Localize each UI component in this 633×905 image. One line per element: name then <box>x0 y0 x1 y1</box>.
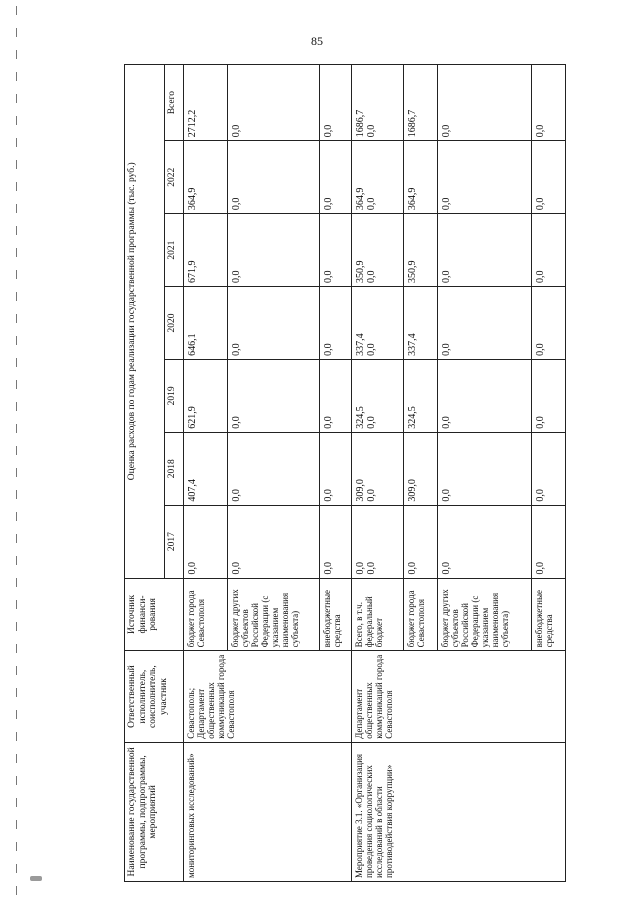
margin-mark <box>16 160 17 169</box>
program-name-cell: мониторинговых исследований» <box>184 742 352 881</box>
value-cell: 309,0 <box>404 432 438 505</box>
margin-mark <box>16 6 17 15</box>
value-cell: 0,0 <box>532 359 566 432</box>
total-cell: 2712,2 <box>184 65 228 141</box>
margin-mark <box>16 270 17 279</box>
value-cell: 0,0 <box>438 141 532 214</box>
value-cell: 0,0 <box>320 505 352 578</box>
value-cell: 0,0 <box>532 141 566 214</box>
header-year: 2019 <box>165 359 184 432</box>
value-cell: 337,4 0,0 <box>352 287 404 360</box>
value-cell: 407,4 <box>184 432 228 505</box>
value-cell: 0,0 0,0 <box>352 505 404 578</box>
margin-mark <box>16 94 17 103</box>
value-cell: 324,5 0,0 <box>352 359 404 432</box>
margin-mark <box>16 512 17 521</box>
value-cell: 0,0 <box>320 141 352 214</box>
margin-mark <box>16 314 17 323</box>
margin-mark <box>16 776 17 785</box>
margin-mark <box>16 578 17 587</box>
value-cell: 0,0 <box>404 505 438 578</box>
source-cell: Всего, в т.ч. федеральный бюджет <box>352 578 404 651</box>
value-cell: 0,0 <box>438 287 532 360</box>
header-year: 2022 <box>165 141 184 214</box>
total-cell: 0,0 <box>228 65 320 141</box>
value-cell: 0,0 <box>438 214 532 287</box>
value-cell: 0,0 <box>532 214 566 287</box>
margin-mark <box>16 226 17 235</box>
budget-table <box>124 64 566 882</box>
margin-mark <box>16 842 17 851</box>
value-cell: 337,4 <box>404 287 438 360</box>
value-cell: 364,9 <box>404 141 438 214</box>
margin-mark <box>16 820 17 829</box>
margin-mark <box>16 798 17 807</box>
value-cell: 646,1 <box>184 287 228 360</box>
value-cell: 0,0 <box>532 505 566 578</box>
source-cell: бюджет других субъектов Российской Федерации (с указанием наименования субъекта) <box>438 578 532 651</box>
margin-mark <box>16 182 17 191</box>
value-cell: 0,0 <box>228 214 320 287</box>
header-total: Всего <box>165 65 184 141</box>
margin-mark <box>16 710 17 719</box>
source-cell: бюджет других субъектов Российской Федерации (с указанием наименования субъекта) <box>228 578 320 651</box>
value-cell: 364,9 0,0 <box>352 141 404 214</box>
page-number: 85 <box>311 34 323 48</box>
margin-mark <box>16 116 17 125</box>
margin-mark <box>16 204 17 213</box>
rotated-table-container <box>124 64 592 882</box>
margin-mark <box>16 358 17 367</box>
margin-mark <box>16 534 17 543</box>
value-cell: 350,9 <box>404 214 438 287</box>
total-cell: 0,0 <box>438 65 532 141</box>
value-cell: 621,9 <box>184 359 228 432</box>
margin-mark <box>16 446 17 455</box>
table-row <box>352 65 404 882</box>
value-cell: 0,0 <box>320 287 352 360</box>
executor-cell: Департамент общественных коммуникаций города Севастополя <box>352 651 566 742</box>
header-year: 2018 <box>165 432 184 505</box>
margin-mark <box>16 402 17 411</box>
margin-mark <box>16 28 17 37</box>
margin-mark <box>16 380 17 389</box>
margin-mark <box>16 864 17 873</box>
value-cell: 364,9 <box>184 141 228 214</box>
margin-mark <box>16 138 17 147</box>
source-cell: внебюджетные средства <box>532 578 566 651</box>
margin-mark <box>16 424 17 433</box>
value-cell: 0,0 <box>438 505 532 578</box>
value-cell: 350,9 0,0 <box>352 214 404 287</box>
margin-mark <box>16 468 17 477</box>
source-cell: бюджет города Севастополя <box>184 578 228 651</box>
margin-mark <box>16 732 17 741</box>
header-estimate: Оценка расходов по годам реализации государственной программы (тыс. руб.) <box>125 65 165 579</box>
program-name-cell: Мероприятие 3.1. «Организация проведения социологических исследований в области противодействия коррупции» <box>352 742 566 881</box>
total-cell: 0,0 <box>320 65 352 141</box>
value-cell: 0,0 <box>532 287 566 360</box>
value-cell: 671,9 <box>184 214 228 287</box>
margin-mark <box>16 490 17 499</box>
value-cell: 0,0 <box>438 359 532 432</box>
value-cell: 0,0 <box>228 432 320 505</box>
margin-mark <box>16 72 17 81</box>
margin-mark <box>16 622 17 631</box>
value-cell: 0,0 <box>438 432 532 505</box>
total-cell: 1686,7 <box>404 65 438 141</box>
value-cell: 0,0 <box>228 359 320 432</box>
value-cell: 0,0 <box>320 214 352 287</box>
margin-mark <box>16 292 17 301</box>
margin-mark <box>16 50 17 59</box>
scan-mark <box>30 876 42 881</box>
header-year: 2017 <box>165 505 184 578</box>
total-cell: 0,0 <box>532 65 566 141</box>
value-cell: 0,0 <box>228 141 320 214</box>
source-cell: внебюджетные средства <box>320 578 352 651</box>
header-year: 2021 <box>165 214 184 287</box>
value-cell: 309,0 0,0 <box>352 432 404 505</box>
value-cell: 0,0 <box>228 287 320 360</box>
margin-mark <box>16 644 17 653</box>
value-cell: 0,0 <box>228 505 320 578</box>
total-cell: 1686,7 0,0 <box>352 65 404 141</box>
margin-mark <box>16 666 17 675</box>
value-cell: 0,0 <box>320 359 352 432</box>
header-year: 2020 <box>165 287 184 360</box>
header-source: Источник финанси-рования <box>125 578 184 651</box>
source-cell: бюджет города Севастополя <box>404 578 438 651</box>
value-cell: 0,0 <box>320 432 352 505</box>
value-cell: 324,5 <box>404 359 438 432</box>
table-row <box>184 65 228 882</box>
margin-mark <box>16 336 17 345</box>
value-cell: 0,0 <box>532 432 566 505</box>
value-cell: 0,0 <box>184 505 228 578</box>
margin-mark <box>16 688 17 697</box>
margin-mark <box>16 886 17 895</box>
header-program: Наименование государственной программы, подпрограммы, мероприятий <box>125 742 184 881</box>
header-executor: Ответственный исполнитель, соисполнитель, участник <box>125 651 184 742</box>
executor-cell: Севастополь; Департамент общественных коммуникаций города Севастополя <box>184 651 352 742</box>
margin-mark <box>16 556 17 565</box>
margin-mark <box>16 248 17 257</box>
margin-mark <box>16 754 17 763</box>
margin-mark <box>16 600 17 609</box>
